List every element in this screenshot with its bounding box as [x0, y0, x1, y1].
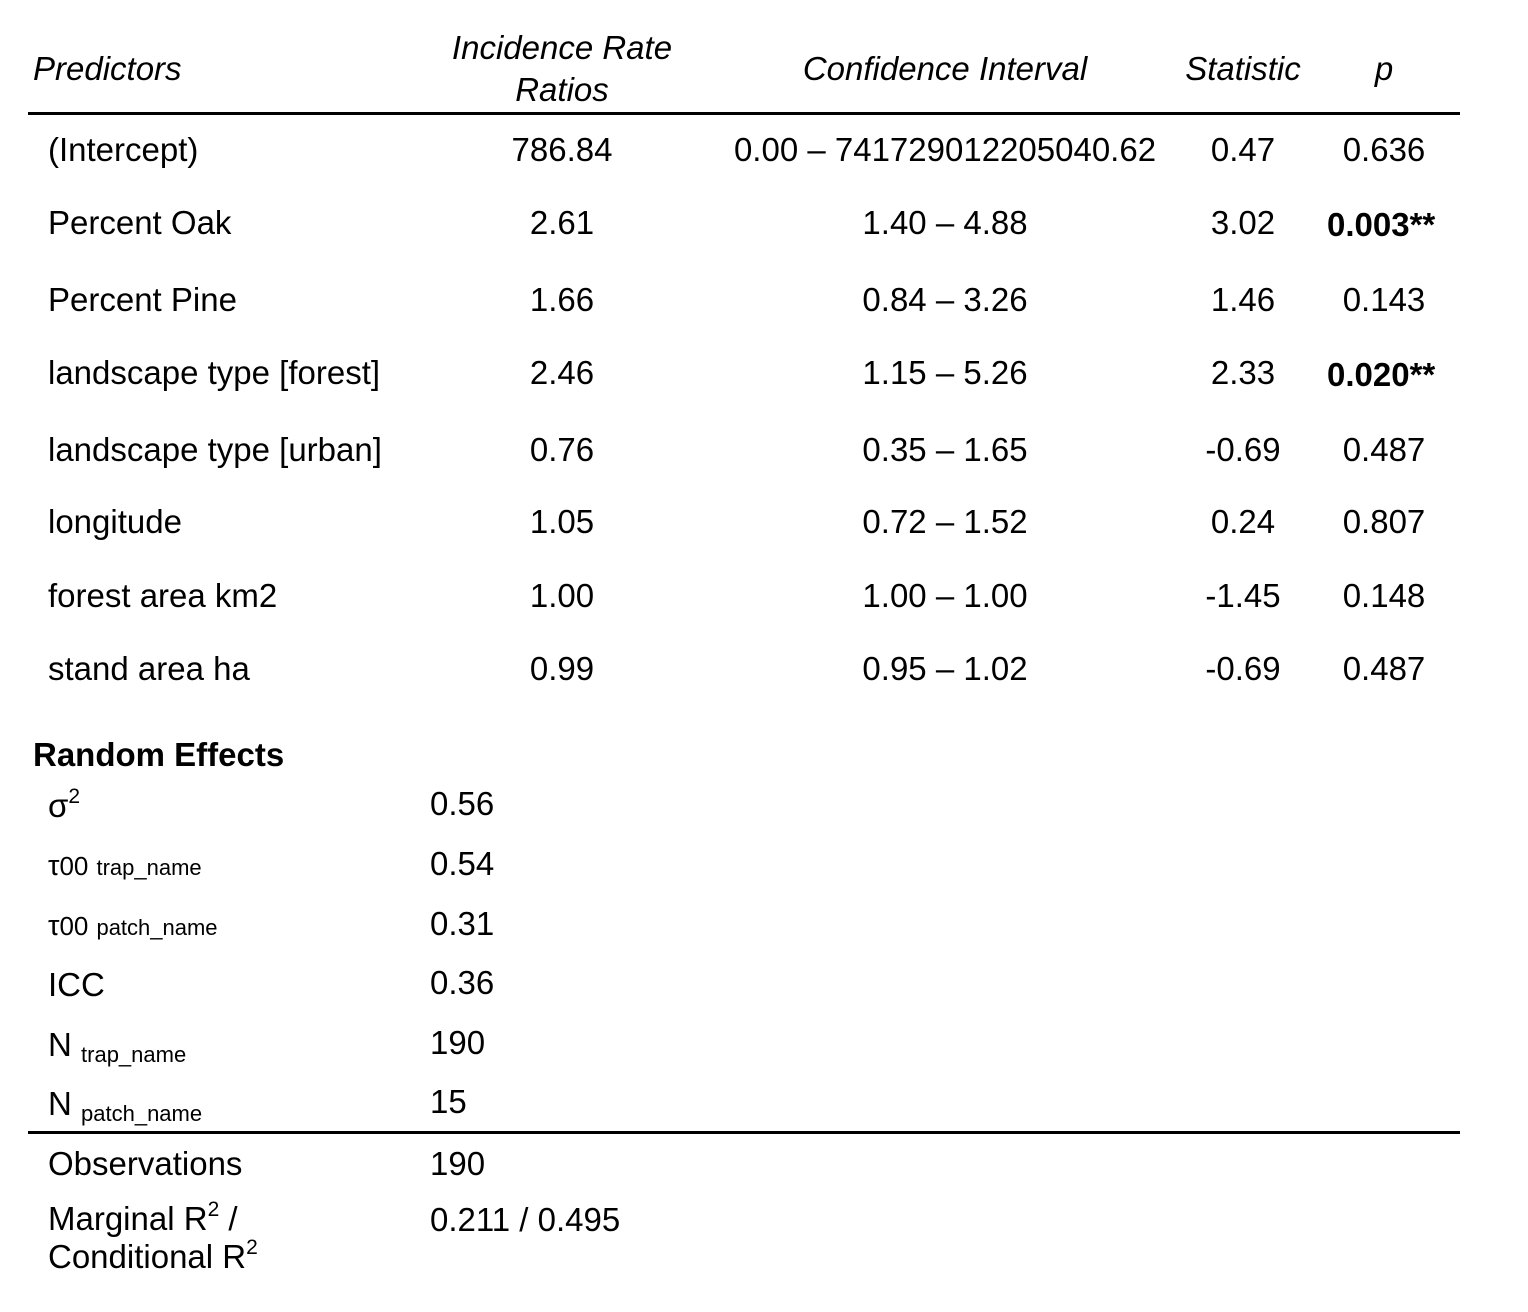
- p-value: 0.020**: [1327, 356, 1436, 393]
- statistic-value: 3.02: [1210, 204, 1276, 241]
- r2-label-line1: Marginal $R^2$ /: [48, 1198, 238, 1237]
- irr-value: 1.66: [529, 281, 595, 318]
- icc-label: ICC: [48, 966, 105, 1003]
- header-irr-line2: Ratios: [515, 71, 609, 108]
- irr-value: 0.99: [529, 650, 595, 687]
- footer-rule: [28, 1131, 1460, 1134]
- p-value: 0.487: [1342, 431, 1426, 468]
- irr-value: 1.00: [529, 577, 595, 614]
- ci-value: 1.15 – 5.26: [862, 354, 1028, 391]
- ci-value: 0.72 – 1.52: [862, 503, 1028, 540]
- irr-value: 2.61: [529, 204, 595, 241]
- predictor-label: stand area ha: [48, 650, 250, 687]
- tau00-patch-label: τ00 patch_name: [48, 910, 218, 942]
- header-predictors: Predictors: [33, 50, 182, 87]
- statistic-value: -0.69: [1205, 650, 1281, 687]
- header-statistic: Statistic: [1185, 50, 1301, 87]
- statistic-value: 0.24: [1210, 503, 1276, 540]
- p-value: 0.143: [1342, 281, 1426, 318]
- ci-value: 0.95 – 1.02: [862, 650, 1028, 687]
- p-value: 0.148: [1342, 577, 1426, 614]
- n-trap-label: N trap_name: [48, 1026, 187, 1067]
- predictor-label: forest area km2: [48, 577, 278, 614]
- r2-label-line2: Conditional $R^2$: [48, 1236, 258, 1275]
- tau00-trap-value: 0.54: [430, 845, 495, 882]
- observations-value: 190: [430, 1145, 486, 1182]
- ci-value: 0.35 – 1.65: [862, 431, 1028, 468]
- tau00-patch-value: 0.31: [430, 905, 495, 942]
- predictor-label: Percent Oak: [48, 204, 232, 241]
- statistic-value: 0.47: [1210, 131, 1276, 168]
- n-trap-value: 190: [430, 1024, 486, 1061]
- header-p: p: [1374, 50, 1394, 87]
- predictor-label: (Intercept): [48, 131, 199, 168]
- statistic-value: 1.46: [1210, 281, 1276, 318]
- tau00-trap-label: τ00 trap_name: [48, 850, 202, 882]
- irr-value: 0.76: [529, 431, 595, 468]
- ci-value: 1.00 – 1.00: [862, 577, 1028, 614]
- n-patch-label: N patch_name: [48, 1085, 203, 1126]
- statistic-value: -0.69: [1205, 431, 1281, 468]
- header-rule: [28, 112, 1460, 115]
- irr-value: 1.05: [529, 503, 595, 540]
- statistic-value: -1.45: [1205, 577, 1281, 614]
- statistic-value: 2.33: [1210, 354, 1276, 391]
- r2-value: 0.211 / 0.495: [430, 1201, 621, 1238]
- irr-value: 2.46: [529, 354, 595, 391]
- observations-label: Observations: [48, 1145, 243, 1182]
- p-value: 0.636: [1342, 131, 1426, 168]
- ci-value: 0.84 – 3.26: [862, 281, 1028, 318]
- p-value: 0.003**: [1327, 206, 1436, 243]
- significance-stars: **: [1409, 356, 1436, 393]
- significance-stars: **: [1409, 206, 1436, 243]
- sigma2-label: $\sigma^2$: [48, 785, 81, 824]
- irr-value: 786.84: [511, 131, 613, 168]
- predictor-label: landscape type [forest]: [48, 354, 381, 391]
- sigma2-value: 0.56: [430, 785, 495, 822]
- random-effects-heading: Random Effects: [33, 736, 285, 773]
- n-patch-value: 15: [430, 1083, 467, 1120]
- predictor-label: landscape type [urban]: [48, 431, 382, 468]
- p-value: 0.807: [1342, 503, 1426, 540]
- ci-value: 0.00 – 741729012205040.62: [733, 131, 1157, 168]
- icc-value: 0.36: [430, 964, 495, 1001]
- predictor-label: longitude: [48, 503, 182, 540]
- header-ci: Confidence Interval: [802, 50, 1088, 87]
- predictor-label: Percent Pine: [48, 281, 237, 318]
- header-irr-line1: Incidence Rate: [451, 29, 673, 66]
- ci-value: 1.40 – 4.88: [862, 204, 1028, 241]
- p-value: 0.487: [1342, 650, 1426, 687]
